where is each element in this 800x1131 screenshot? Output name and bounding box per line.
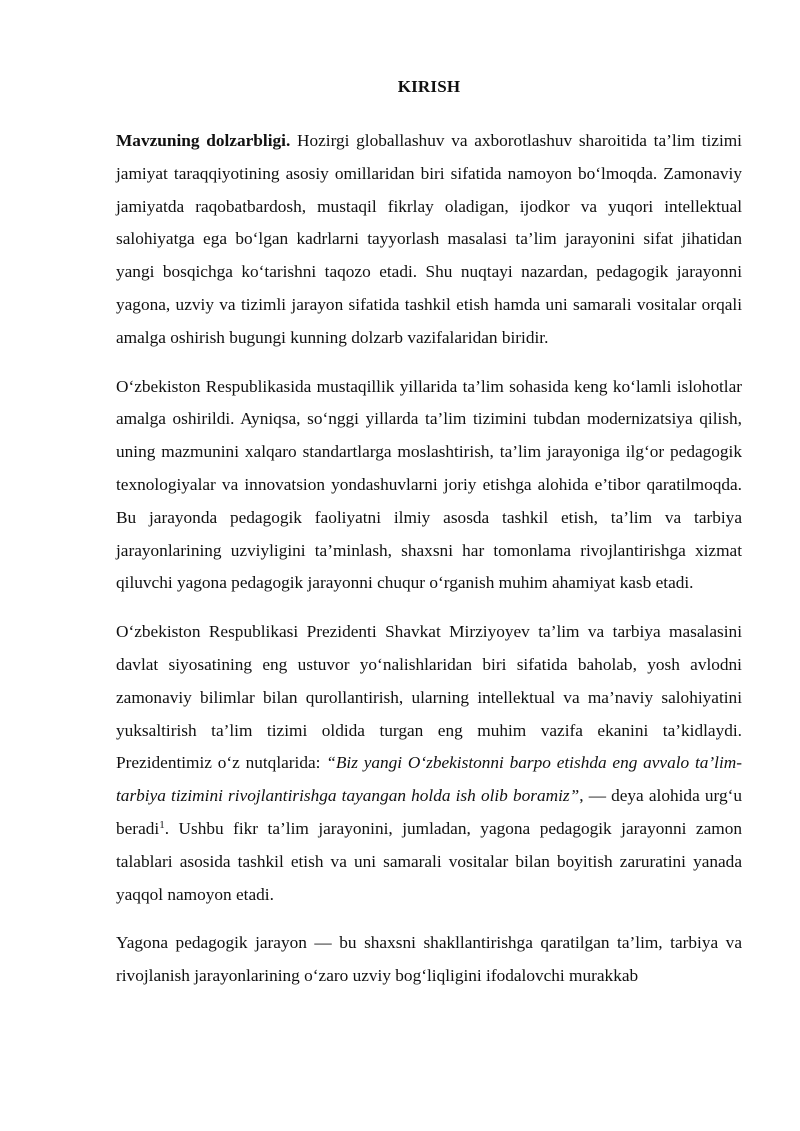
- paragraph-reforms: O‘zbekiston Respublikasida mustaqillik yillarida ta’lim sohasida keng ko‘lamli islohotlar amalga oshirildi. Ayniqsa, so‘nggi yillarda ta’lim tizimini tubdan modernizatsiya qilish, uning mazmunini xalqaro standartlarga moslashtirish, ta’lim jarayoniga ilg‘or pedagogik texnologiyalar va innovatsion yondashuvlarni joriy etishga alohida e’tibor qaratilmoqda. Bu jarayonda pedagogik faoliyatni ilmiy asosda tashkil etish, ta’lim va tarbiya jarayonlarining uzviyligini ta’minlash, shaxsni har tomonlama rivojlantirishga xizmat qiluvchi yagona pedagogik jarayonni chuqur o‘rganish muhim ahamiyat kasb etadi.: [116, 376, 742, 593]
- relevance-lead: Mavzuning dolzarbligi.: [116, 131, 291, 150]
- president-text-mid: , — deya alohida urg‘u beradi: [116, 786, 742, 838]
- relevance-text: Hozirgi globallashuv va axborotlashuv sharoitida ta’lim tizimi jamiyat taraqqiyotining asosiy omillaridan biri sifatida namoyon bo‘lmoqda. Zamonaviy jamiyatda raqobatbardosh, mustaqil fikrlay oladigan, ijodkor va yuqori intellektual salohiyatga ega bo‘lgan kadrlarni tayyorlash masalasi ta’lim jarayonini sifat jihatidan yangi bosqichga ko‘tarishni taqozo etadi. Shu nuqtayi nazardan, pedagogik jarayonni yagona, uzviy va tizimli jarayon sifatida tashkil etish hamda uni samarali vositalar orqali amalga oshirish bugungi kunning dolzarb vazifalaridan biridir.: [116, 131, 742, 347]
- paragraph-relevance: [116, 125, 742, 355]
- president-quote: “Biz yangi O‘zbekistonni barpo etishda eng avvalo ta’lim-tarbiya tizimini rivojlantirishga tayangan holda ish olib boramiz”: [116, 753, 742, 806]
- president-text-after: . Ushbu fikr ta’lim jarayonini, jumladan, yagona pedagogik jarayonni zamon talablari asosida tashkil etish va uni samarali vositalar bilan boyitish zaruratini yanada yaqqol namoyon etadi.: [116, 818, 742, 904]
- paragraph-definition: Yagona pedagogik jarayon — bu shaxsni shakllantirishga qaratilgan ta’lim, tarbiya va rivojlanish jarayonlarining o‘zaro uzviy bog‘liqligini ifodalovchi murakkab: [116, 933, 742, 986]
- page-title: KIRISH: [397, 77, 461, 96]
- footnote-marker: 1: [159, 818, 165, 831]
- president-text-before: O‘zbekiston Respublikasi Prezidenti Shavkat Mirziyoyev ta’lim va tarbiya masalasini davlat siyosatining eng ustuvor yo‘nalishlaridan biri sifatida baholab, yosh avlodni zamonaviy bilimlar bilan qurollantirish, ularning intellektual va ma’naviy salohiyatini yuksaltirish ta’lim tizimi oldida turgan eng muhim vazifa ekanini ta’kidlaydi. Prezidentimiz o‘z nutqlarida:: [116, 622, 742, 773]
- document-body: [116, 125, 742, 1009]
- paragraph-president: [116, 616, 742, 911]
